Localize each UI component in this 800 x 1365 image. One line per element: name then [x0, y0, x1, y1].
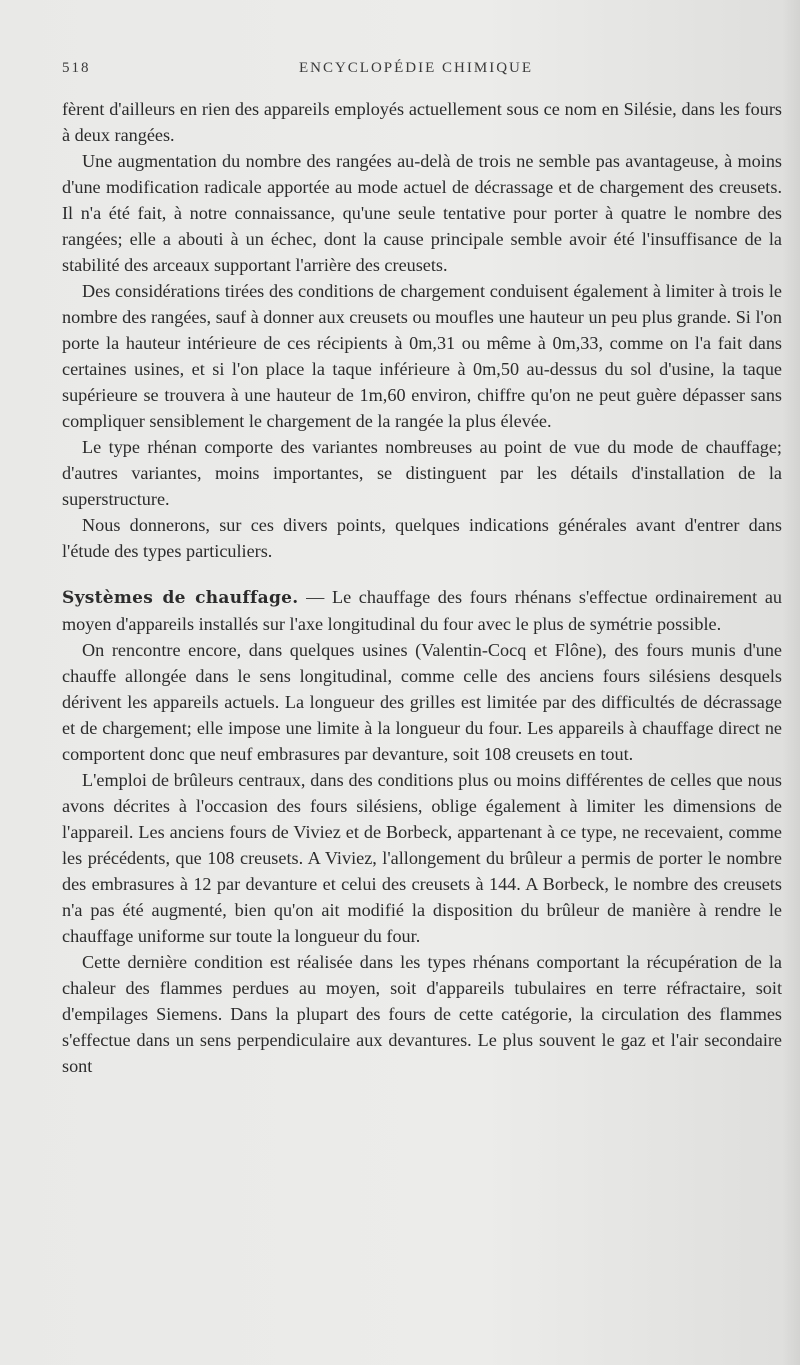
paragraph: Nous donnerons, sur ces divers points, quelques indications générales avant d'entrer dans l'étude des types particuliers. [62, 515, 782, 561]
section-paragraph [62, 584, 782, 637]
section-heading: Systèmes de chauffage. [62, 588, 299, 608]
page-body [62, 96, 782, 1079]
page-number: 518 [62, 60, 91, 76]
paragraph: Le type rhénan comporte des variantes nombreuses au point de vue du mode de chauffage; d'autres variantes, moins importantes, se distinguent par les détails d'installation de la superstructure. [62, 437, 782, 509]
paragraph: Une augmentation du nombre des rangées au-delà de trois ne semble pas avantageuse, à moins d'une modification radicale apportée au mode actuel de décrassage et de chargement des creusets. Il n'a été fait, à notre connaissance, qu'une seule tentative pour porter à quatre le nombre des rangées; elle a abouti à un échec, dont la cause principale semble avoir été l'insuffisance de la stabilité des arceaux supportant l'arrière des creusets. [62, 151, 782, 275]
paragraph: Des considérations tirées des conditions de chargement conduisent également à limiter à trois le nombre des rangées, sauf à donner aux creusets ou moufles une hauteur un peu plus grande. Si l'on porte la hauteur intérieure de ces récipients à 0m,31 ou même à 0m,33, comme on l'a fait dans certaines usines, et si l'on place la taque inférieure à 0m,50 au-dessus du sol d'usine, la taque supérieure se trouvera à une hauteur de 1m,60 environ, chiffre qu'on ne peut guère dépasser sans compliquer sensiblement le chargement de la rangée la plus élevée. [62, 281, 782, 431]
paragraph: Cette dernière condition est réalisée dans les types rhénans comportant la récupération de la chaleur des flammes perdues au moyen, soit d'appareils tubulaires en terre réfractaire, soit d'empilages Siemens. Dans la plupart des fours de cette catégorie, la circulation des flammes s'effectue dans un sens perpendiculaire aux devantures. Le plus souvent le gaz et l'air secondaire sont [62, 952, 782, 1076]
paragraph: On rencontre encore, dans quelques usines (Valentin-Cocq et Flône), des fours munis d'une chauffe allongée dans le sens longitudinal, comme celle des anciens fours silésiens desquels dérivent les appareils actuels. La longueur des grilles est limitée par des difficultés de décrassage et de chargement; elle impose une limite à la longueur du four. Les appareils à chauffage direct ne comportent donc que neuf embrasures par devanture, soit 108 creusets en tout. [62, 640, 782, 764]
paragraph: L'emploi de brûleurs centraux, dans des conditions plus ou moins différentes de celles que nous avons décrites à l'occasion des fours silésiens, oblige également à limiter les dimensions de l'appareil. Les anciens fours de Viviez et de Borbeck, appartenant à ce type, ne recevaient, comme les précédents, que 108 creusets. A Viviez, l'allongement du brûleur a permis de porter le nombre des embrasures à 12 par devanture et celui des creusets à 144. A Borbeck, le nombre des creusets n'a pas été augmenté, bien qu'on ait modifié la disposition du brûleur de manière à rendre le chauffage uniforme sur toute la longueur du four. [62, 770, 782, 946]
page-edge-shadow [782, 0, 800, 1365]
section-intro: — Le chauffage des fours rhénans s'effectue ordinairement au moyen d'appareils installés sur l'axe longitudinal du four avec le plus de symétrie possible. [62, 587, 782, 634]
paragraph-continued: fèrent d'ailleurs en rien des appareils employés actuellement sous ce nom en Silésie, dans les fours à deux rangées. [62, 99, 782, 145]
running-title: ENCYCLOPÉDIE CHIMIQUE [298, 60, 534, 76]
page-header [62, 60, 770, 84]
